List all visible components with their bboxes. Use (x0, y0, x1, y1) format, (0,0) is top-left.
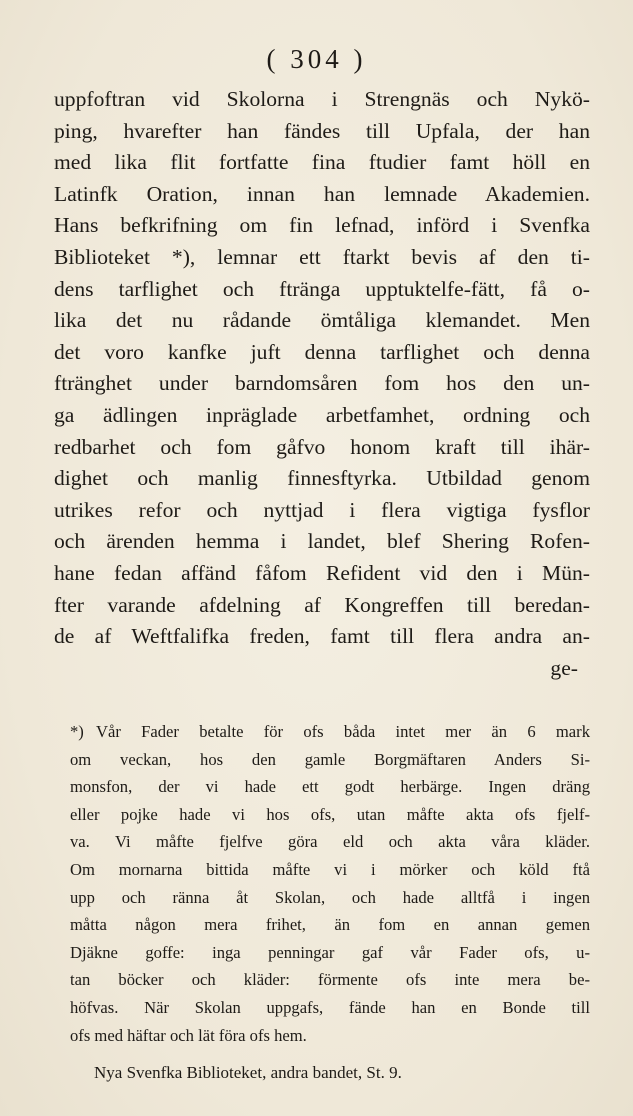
footnote-line: tan böcker och kläder: förmente ofs inte mera be- (70, 970, 590, 990)
footnote-line-first (70, 718, 590, 746)
text-line: Latinfk Oration, innan han lemnade Akademien. (54, 181, 590, 206)
text-line: redbarhet och fom gåfvo honom kraft till ihär- (54, 434, 590, 459)
text-line: det voro kanfke juft denna tarflighet och denna (54, 339, 590, 364)
text-line: Hans befkrifning om fin lefnad, införd i Svenfka (54, 213, 590, 238)
main-text-block (54, 84, 590, 684)
footnote-line: Djäkne goffe: inga penningar gaf vår Fader ofs, u- (70, 942, 590, 962)
text-line: ga ädlingen inpräglade arbetfamhet, ordning och (54, 402, 590, 427)
text-line: ping, hvarefter han fändes till Upfala, der han (54, 118, 590, 143)
footnote-line: Om mornarna bittida måfte vi i mörker och köld ftå (70, 859, 590, 879)
text-line: lika det nu rådande ömtåliga klemandet. Men (54, 308, 590, 333)
footnote-line-last: ofs med häftar och lät föra ofs hem. (70, 1025, 307, 1045)
text-line: dens tarflighet och ftränga upptuktelfe-fätt, få o- (54, 276, 590, 301)
footnote-line-text: Vår Fader betalte för ofs båda intet mer än 6 mark (96, 722, 590, 741)
footnote-line: monsfon, der vi hade ett godt herbärge. Ingen dräng (70, 777, 590, 797)
text-line: utrikes refor och nyttjad i flera vigtiga fysflor (54, 497, 590, 522)
page-number: ( 304 ) (266, 44, 367, 74)
footnote-block (70, 718, 590, 1087)
footnote-line: va. Vi måfte fjelfve göra eld och akta våra kläder. (70, 832, 590, 852)
text-line: dighet och manlig finnesftyrka. Utbildad genom (54, 466, 590, 491)
text-line: de af Weftfalifka freden, famt till flera andra an- (54, 624, 590, 649)
footnote-line: om veckan, hos den gamle Borgmäftaren Anders Si- (70, 749, 590, 769)
text-line: ftränghet under barndomsåren fom hos den un- (54, 371, 590, 396)
catchword: ge- (550, 655, 578, 680)
footnote-source: Nya Svenfka Biblioteket, andra bandet, St. 9. (94, 1063, 402, 1083)
text-line: Biblioteket *), lemnar ett ftarkt bevis af den ti- (54, 244, 590, 269)
text-line: och ärenden hemma i landet, blef Shering Rofen- (54, 529, 590, 554)
text-line: fter varande afdelning af Kongreffen till beredan- (54, 592, 590, 617)
text-line: med lika flit fortfatte fina ftudier famt höll en (54, 150, 590, 175)
footnote-line: måtta någon mera frihet, än fom en annan gemen (70, 915, 590, 935)
footnote-marker: *) (70, 722, 84, 741)
footnote-line: höfvas. När Skolan uppgafs, fände han en Bonde till (70, 997, 590, 1017)
footnote-line: upp och ränna åt Skolan, och hade alltfå i ingen (70, 887, 590, 907)
text-line: hane fedan affänd fåfom Refident vid den i Mün- (54, 560, 590, 585)
text-line: uppfoftran vid Skolorna i Strengnäs och Nykö- (54, 87, 590, 111)
footnote-line: eller pojke hade vi hos ofs, utan måfte akta ofs fjelf- (70, 804, 590, 824)
